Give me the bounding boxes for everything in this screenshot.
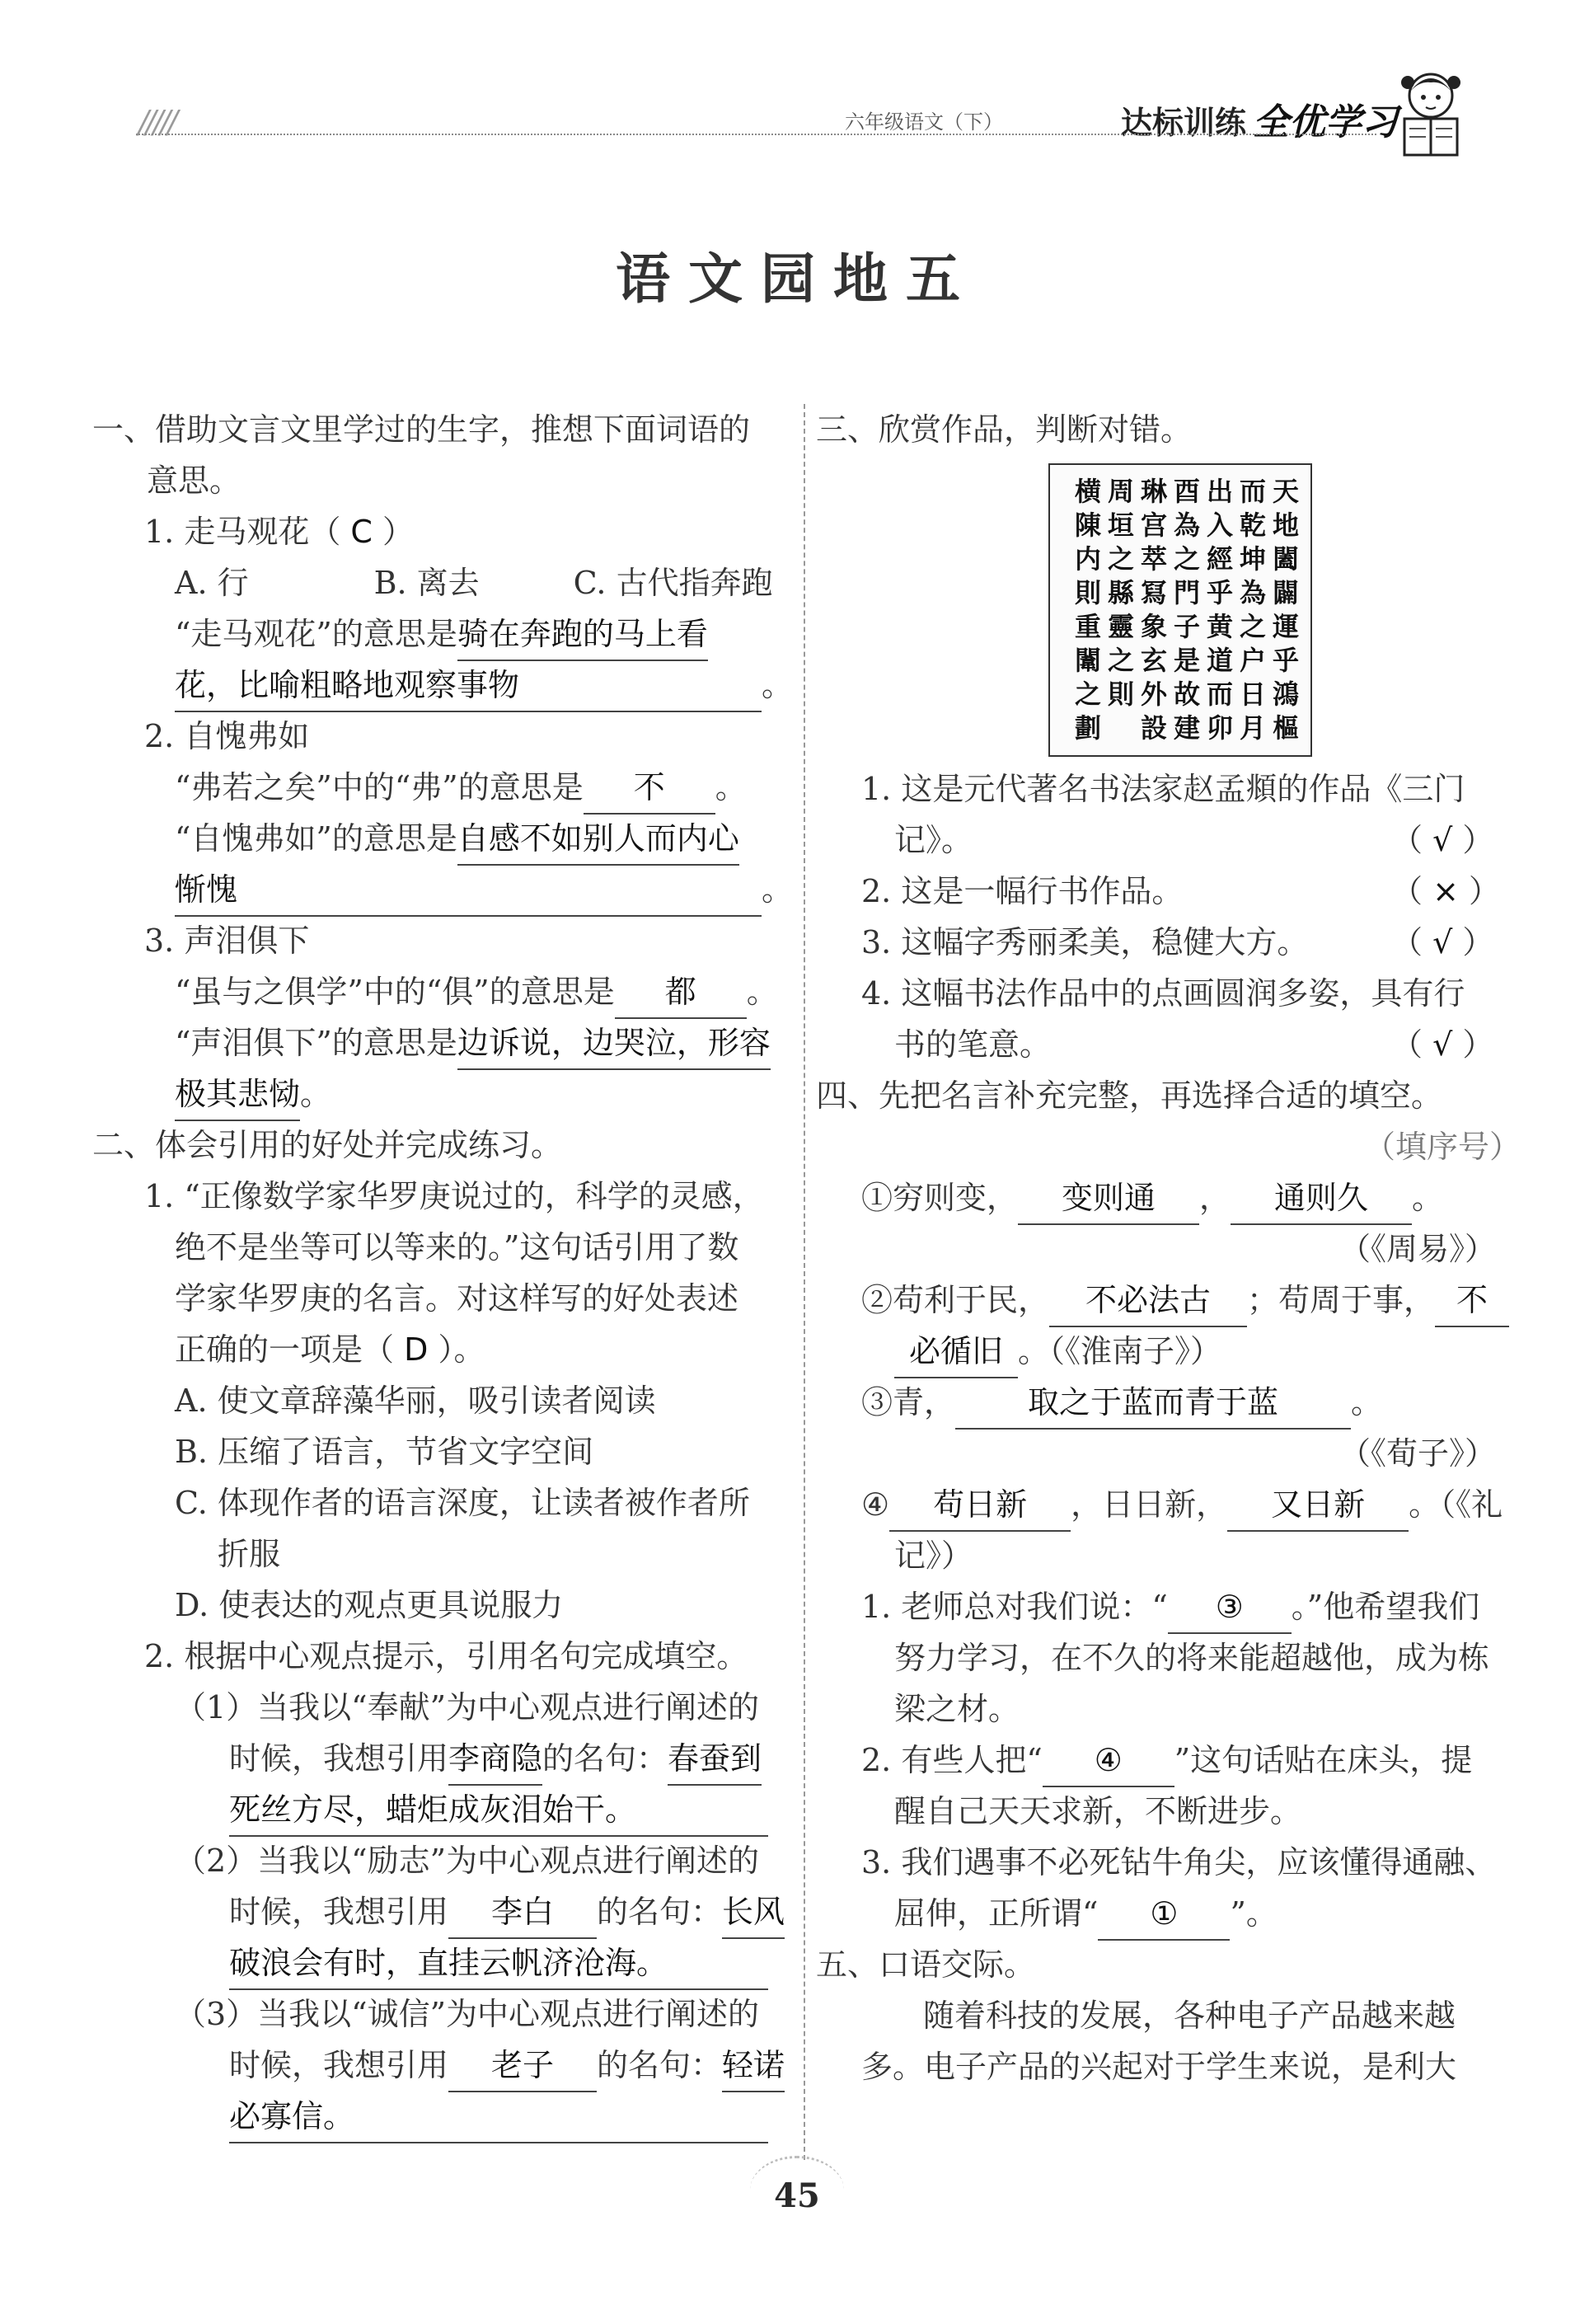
s1-q3-stem: 3. 声泪俱下 [144, 923, 310, 959]
s4-q1-source: （《周易》） [1339, 1231, 1497, 1267]
s3-item2: 2. 这是一幅行书作品。 [861, 873, 1184, 909]
s4-f1-line1: 1. 老师总对我们说：“ ③ 。”他希望我们 [861, 1581, 1479, 1634]
s2-q1-line1: 1. “正像数学家华罗庚说过的，科学的灵感， [144, 1178, 764, 1214]
s2-q1-option-c-cont: 折服 [218, 1536, 281, 1572]
s3-item4-mark: （ √ ） [1391, 1026, 1494, 1063]
s2-q2-p2-line1: （2）当我以“励志”为中心观点进行阐述的 [175, 1843, 760, 1879]
s5-paragraph-line1: 随着科技的发展，各种电子产品越来越 [923, 1998, 1456, 2034]
s1-q1-meaning: “走马观花”的意思是骑在奔跑的马上看 [175, 608, 708, 661]
s1-q1-answer: C [350, 514, 373, 550]
s1-q2-line2-cont: 惭愧 。 [175, 864, 793, 917]
s3-item2-mark: （ × ） [1391, 873, 1501, 909]
section4-heading: 四、先把名言补充完整，再选择合适的填空。 [816, 1077, 1443, 1114]
s4-q3-source: （《荀子》） [1339, 1435, 1497, 1472]
header-brand-logo: 全优学习 [1253, 101, 1398, 143]
s2-q1-answer: D [404, 1331, 429, 1368]
s2-q1-option-c: C. 体现作者的语言深度，让读者被作者所 [175, 1485, 750, 1521]
calligraphy-column: 而 乾 坤 為 之 户 日 月 [1239, 476, 1266, 744]
s4-f3-line2: 屈伸，正所谓“ ① ”。 [894, 1888, 1278, 1941]
s2-q2-p1-line1: （1）当我以“奉献”为中心观点进行阐述的 [175, 1689, 760, 1725]
s4-q4-cont: 记》） [894, 1538, 973, 1574]
s3-item1-cont: 记》。 [894, 822, 973, 858]
s3-item3: 3. 这幅字秀丽柔美，稳健大方。 [861, 924, 1309, 960]
s2-q2-p3-line2: 时候，我想引用 老子 的名句：轻诺 [229, 2040, 785, 2092]
s1-q2-stem: 2. 自愧弗如 [144, 718, 310, 754]
section1-heading: 一、借助文言文里学过的生字，推想下面词语的 [92, 411, 751, 448]
s4-q3: ③青， 取之于蓝而青于蓝 。 [861, 1377, 1382, 1430]
s1-q3-line2: “声泪俱下”的意思是边诉说，边哭泣，形容 [175, 1017, 771, 1070]
s3-item3-mark: （ √ ） [1391, 924, 1494, 960]
s3-item4-cont: 书的笔意。 [894, 1026, 1052, 1063]
s4-f1-line2: 努力学习，在不久的将来能超越他，成为栋 [894, 1640, 1490, 1676]
calligraphy-column: 琳 宫 萃 冩 象 玄 外 設 [1140, 476, 1167, 744]
column-divider [804, 404, 805, 2160]
s2-q1-line3: 学家华罗庚的名言。对这样写的好处表述 [175, 1280, 739, 1317]
s1-q2-line1: “弗若之矣”中的“弗”的意思是 不 。 [175, 762, 747, 815]
calligraphy-column: 天 地 闔 闢 運 乎 鴻 樞 [1272, 476, 1299, 744]
calligraphy-column: 酉 為 之 門 子 是 故 建 [1173, 476, 1200, 744]
s4-note: （填序号） [1364, 1129, 1521, 1165]
s2-q2-stem: 2. 根据中心观点提示，引用名句完成填空。 [144, 1638, 748, 1674]
s3-item4: 4. 这幅书法作品中的点画圆润多姿，具有行 [861, 975, 1465, 1012]
reading-girl-icon [1393, 64, 1469, 163]
header-decoration: ///// [138, 104, 176, 140]
header-grade: 六年级语文（下） [845, 110, 1003, 134]
s2-q1-line4: 正确的一项是（ D ）。 [175, 1331, 485, 1368]
page-number: 45 [774, 2176, 820, 2215]
s4-q1: ①穷则变， 变则通 ， 通则久 。 [861, 1172, 1443, 1225]
s2-q1-line2: 绝不是坐等可以等来的。”这句话引用了数 [175, 1229, 739, 1265]
s2-q2-p3-quote: 必寡信。 [229, 2091, 768, 2143]
s2-q2-p3-line1: （3）当我以“诚信”为中心观点进行阐述的 [175, 1996, 760, 2032]
s1-q3-answer2: 边诉说，边哭泣，形容 [457, 1017, 771, 1070]
s2-q1-option-d: D. 使表达的观点更具说服力 [175, 1587, 564, 1623]
s2-q1-option-b: B. 压缩了语言，节省文字空间 [175, 1434, 594, 1470]
page-title: 语文园地五 [616, 246, 978, 311]
header-divider [136, 134, 1376, 135]
section1-heading-cont: 意思。 [147, 462, 241, 499]
s4-q2: ②苟利于民， 不必法古 ；苟周于事， 不 [861, 1275, 1509, 1327]
s4-f1-line3: 梁之材。 [894, 1691, 1020, 1727]
s1-q1-meaning-cont: 花，比喻粗略地观察事物 。 [175, 660, 793, 712]
s2-q2-p2-person: 李白 [448, 1886, 597, 1939]
section3-heading: 三、欣赏作品，判断对错。 [816, 411, 1193, 448]
calligraphy-column: 横 陳 内 則 重 闈 之 劃 [1074, 476, 1101, 744]
s2-q2-p1-line2: 时候，我想引用李商隐的名句：春蚕到 [229, 1733, 762, 1786]
s5-paragraph-line2: 多。电子产品的兴起对于学生来说，是利大 [861, 2049, 1457, 2085]
s2-q1-option-a: A. 使文章辞藻华丽，吸引读者阅读 [175, 1383, 656, 1419]
calligraphy-column: 周 垣 之 縣 靈 之 則 [1107, 476, 1134, 710]
s4-f2-line1: 2. 有些人把“ ④ ”这句话贴在床头，提 [861, 1735, 1472, 1787]
s1-q3-line2-cont: 极其悲恸。 [175, 1068, 331, 1121]
s1-q2-answer1: 不 [584, 762, 715, 815]
s1-q1-meaning-answer: 骑在奔跑的马上看 [457, 608, 708, 661]
s4-q4: ④ 苟日新 ，日日新， 又日新 。（《礼 [861, 1479, 1503, 1532]
s1-q1-options: A. 行 B. 离去 C. 古代指奔跑 [175, 565, 773, 601]
header-series: 达标训练 [1121, 104, 1247, 141]
s3-item1-mark: （ √ ） [1391, 822, 1494, 858]
s1-q3-line1: “虽与之俱学”中的“俱”的意思是 都 。 [175, 966, 778, 1019]
s1-q2-answer2: 自感不如别人而内心 [457, 813, 739, 866]
s4-q2-cont: 必循旧 。（《淮南子》） [894, 1326, 1221, 1378]
s2-q2-p3-person: 老子 [448, 2040, 597, 2092]
calligraphy-column: 出 入 經 乎 黄 道 而 卯 [1206, 476, 1233, 744]
s4-f2-line2: 醒自己天天求新，不断进步。 [894, 1793, 1302, 1829]
s2-q2-p1-quote: 死丝方尽，蜡炬成灰泪始干。 [229, 1784, 768, 1837]
s1-q3-answer1: 都 [615, 966, 747, 1019]
s4-f3-line1: 3. 我们遇事不必死钻牛角尖，应该懂得通融、 [861, 1844, 1497, 1880]
section2-heading: 二、体会引用的好处并完成练习。 [92, 1127, 563, 1163]
calligraphy-artwork [1048, 463, 1312, 757]
s2-q2-p2-line2: 时候，我想引用 李白 的名句：长风 [229, 1886, 785, 1939]
s1-q1-stem: 1. 走马观花（ C ） [144, 514, 415, 550]
s3-item1: 1. 这是元代著名书法家赵孟頫的作品《三门 [861, 771, 1465, 807]
s1-q2-line2: “自愧弗如”的意思是自感不如别人而内心 [175, 813, 739, 866]
s2-q2-p2-quote: 破浪会有时，直挂云帆济沧海。 [229, 1937, 768, 1990]
section5-heading: 五、口语交际。 [816, 1946, 1036, 1983]
s2-q2-p1-person: 李商隐 [448, 1733, 542, 1786]
